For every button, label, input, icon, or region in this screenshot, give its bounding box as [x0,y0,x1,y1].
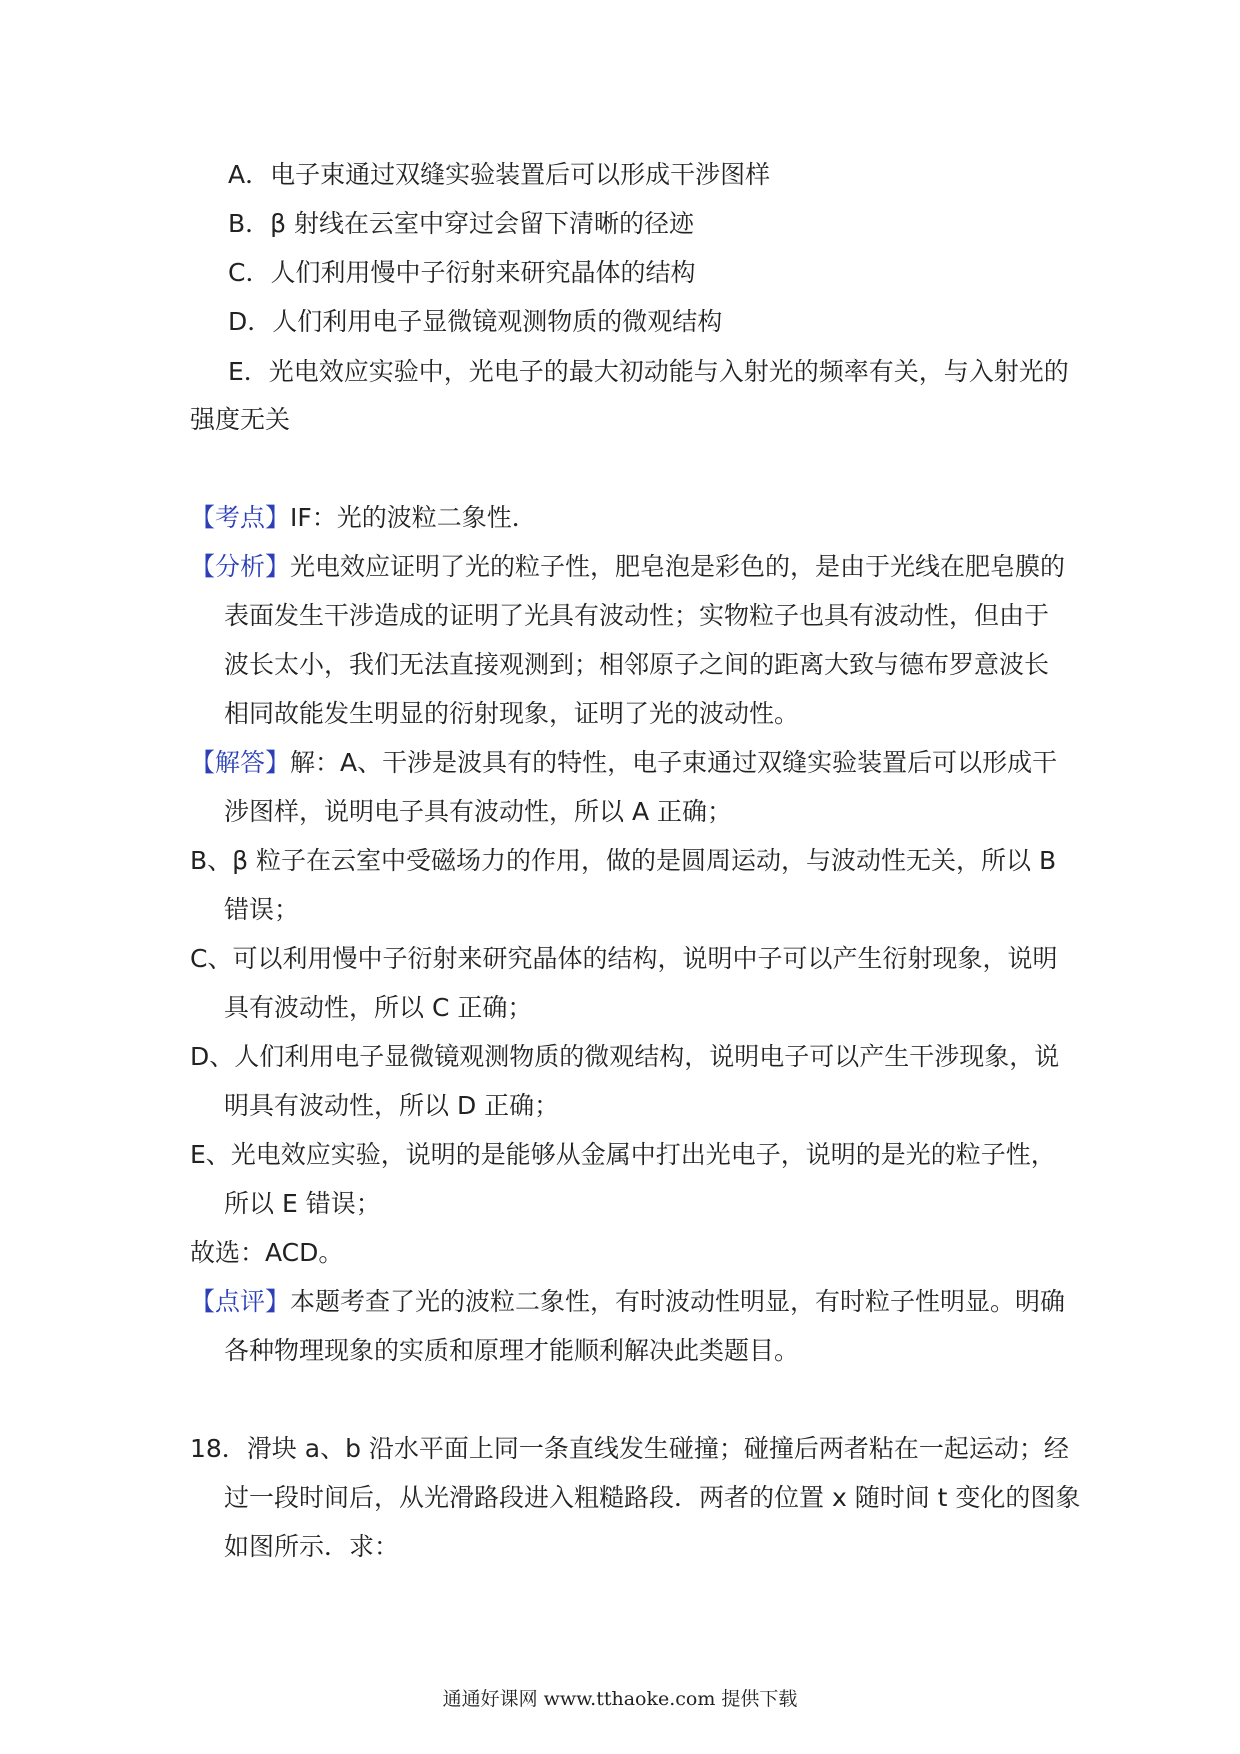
jieda-e-line2: 所以 E 错误； [224,1189,381,1218]
option-d: D．人们利用电子显微镜观测物质的微观结构 [228,307,723,336]
kaodian-tag: 【考点】 [190,503,291,532]
option-e-line2: 强度无关 [190,405,291,434]
jieda-e-line1: E、光电效应实验，说明的是能够从金属中打出光电子，说明的是光的粒子性， [190,1140,1056,1169]
fenxi-tag: 【分析】 [190,552,291,581]
jieda-line2: 涉图样，说明电子具有波动性，所以 A 正确； [224,797,732,826]
dianping-line2: 各种物理现象的实质和原理才能顺利解决此类题目。 [224,1336,800,1365]
jieda-d-line2: 明具有波动性，所以 D 正确； [224,1091,560,1120]
page-footer: 通通好课网 www.tthaoke.com 提供下载 [442,1688,798,1710]
jieda-c-line1: C、可以利用慢中子衍射来研究晶体的结构，说明中子可以产生衍射现象，说明 [190,944,1058,973]
q18-line2: 过一段时间后，从光滑路段进入粗糙路段．两者的位置 x 随时间 t 变化的图象 [224,1483,1081,1512]
q18-line3: 如图所示．求： [224,1532,400,1561]
fenxi-line1 [190,549,1065,585]
option-a: A．电子束通过双缝实验装置后可以形成干涉图样 [228,160,771,189]
fenxi-line2: 表面发生干涉造成的证明了光具有波动性；实物粒子也具有波动性，但由于 [224,601,1050,630]
dianping-tag: 【点评】 [190,1287,291,1316]
jieda-line1 [190,745,1057,781]
option-e-line1: E．光电效应实验中，光电子的最大初动能与入射光的频率有关，与入射光的 [228,357,1069,386]
jieda-answer: 故选：ACD。 [190,1238,344,1267]
kaodian-line [190,500,537,536]
fenxi-line3: 波长太小，我们无法直接观测到；相邻原子之间的距离大致与德布罗意波长 [224,650,1050,679]
jieda-tag: 【解答】 [190,748,291,777]
option-b: B．β 射线在云室中穿过会留下清晰的径迹 [228,209,695,238]
option-c: C．人们利用慢中子衍射来研究晶体的结构 [228,258,696,287]
kaodian-text: IF：光的波粒二象性． [290,503,537,532]
jieda-b-line2: 错误； [224,895,300,924]
fenxi-line4: 相同故能发生明显的衍射现象，证明了光的波动性。 [224,699,800,728]
jieda-d-line1: D、人们利用电子显微镜观测物质的微观结构，说明电子可以产生干涉现象，说 [190,1042,1060,1071]
jieda-text-1: 解：A、干涉是波具有的特性，电子束通过双缝实验装置后可以形成干 [290,748,1058,777]
jieda-b-line1: B、β 粒子在云室中受磁场力的作用，做的是圆周运动，与波动性无关，所以 B [190,846,1057,875]
fenxi-text-1: 光电效应证明了光的粒子性，肥皂泡是彩色的，是由于光线在肥皂膜的 [290,552,1066,581]
q18-line1: 18．滑块 a、b 沿水平面上同一条直线发生碰撞；碰撞后两者粘在一起运动；经 [190,1434,1069,1463]
dianping-line1 [190,1284,1065,1320]
dianping-text-1: 本题考查了光的波粒二象性，有时波动性明显，有时粒子性明显。明确 [290,1287,1066,1316]
jieda-c-line2: 具有波动性，所以 C 正确； [224,993,533,1022]
